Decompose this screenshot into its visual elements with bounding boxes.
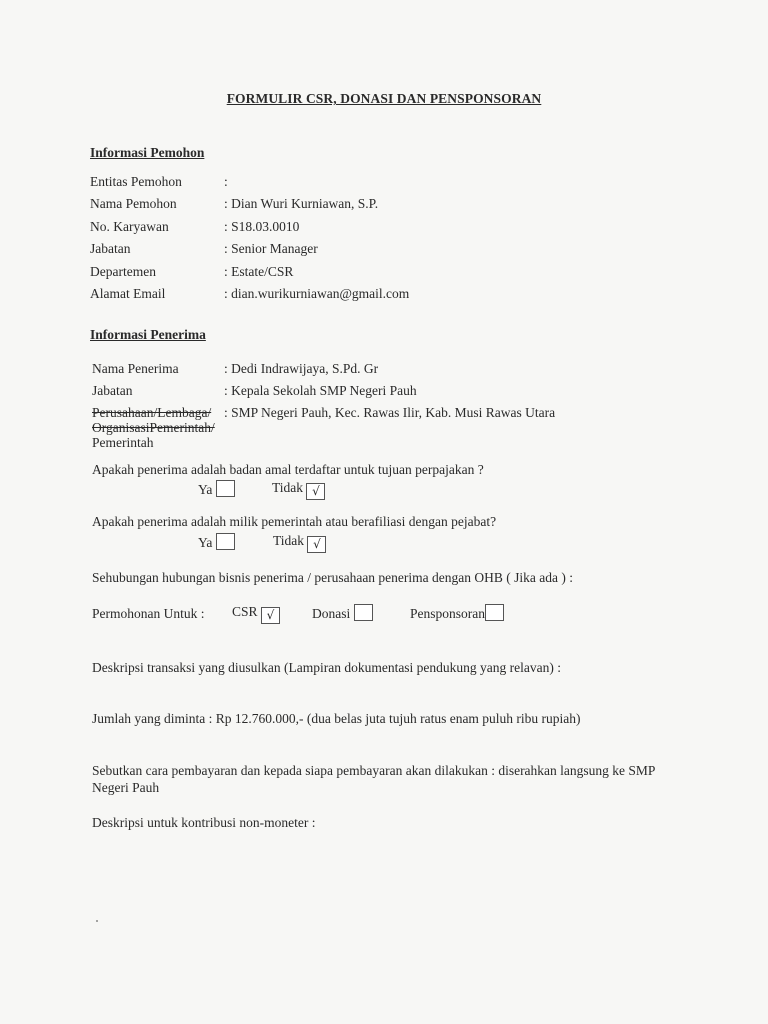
option-ya-label: Ya — [198, 535, 213, 550]
label-departemen: Departemen — [90, 264, 156, 279]
section-heading-pemohon: Informasi Pemohon — [90, 145, 205, 160]
section-heading-penerima: Informasi Penerima — [90, 327, 206, 342]
deskripsi-transaksi: Deskripsi transaksi yang diusulkan (Lampiran dokumentasi pendukung yang relavan) : — [92, 660, 562, 675]
checkbox-tidak-badan-amal[interactable]: √ — [306, 483, 325, 500]
checkbox-csr[interactable]: √ — [261, 607, 280, 624]
cara-pembayaran-line-1: Sebutkan cara pembayaran dan kepada siapa pembayaran akan dilakukan : diserahkan langsung ke SMP — [92, 763, 656, 778]
checkbox-ya-milik-pemerintah[interactable] — [216, 533, 235, 550]
question-milik-pemerintah: Apakah penerima adalah milik pemerintah atau berafiliasi dengan pejabat? — [92, 514, 497, 529]
cara-pembayaran-line-2: Negeri Pauh — [92, 780, 160, 795]
question-hubungan-bisnis: Sehubungan hubungan bisnis penerima / perusahaan penerima dengan OHB ( Jika ada ) : — [92, 570, 573, 585]
label-nama-pemohon: Nama Pemohon — [90, 196, 177, 211]
label-organisasi-struck-2: OrganisasiPemerintah/ — [92, 420, 215, 435]
value-organisasi: : SMP Negeri Pauh, Kec. Rawas Ilir, Kab. Musi Rawas Utara — [224, 405, 556, 420]
label-organisasi-pemerintah: Pemerintah — [92, 435, 154, 450]
checkbox-donasi[interactable] — [354, 604, 373, 621]
option-csr-label: CSR — [232, 604, 258, 619]
label-no-karyawan: No. Karyawan — [90, 219, 169, 234]
deskripsi-non-moneter: Deskripsi untuk kontribusi non-moneter : — [92, 815, 316, 830]
value-jabatan-penerima: : Kepala Sekolah SMP Negeri Pauh — [224, 383, 417, 398]
label-organisasi-struck-1: Perusahaan/Lembaga/ — [92, 405, 212, 420]
label-nama-penerima: Nama Penerima — [92, 361, 179, 376]
label-entitas-pemohon: Entitas Pemohon — [90, 174, 182, 189]
form-title: FORMULIR CSR, DONASI DAN PENSPONSORAN — [226, 91, 542, 106]
option-donasi-label: Donasi — [312, 606, 351, 621]
option-tidak-label: Tidak — [273, 533, 305, 548]
scan-speck — [96, 920, 98, 922]
label-alamat-email: Alamat Email — [90, 286, 166, 301]
option-tidak-badan-amal — [272, 480, 325, 500]
value-nama-penerima: : Dedi Indrawijaya, S.Pd. Gr — [224, 361, 379, 376]
checkbox-pensponsoran[interactable] — [485, 604, 504, 621]
jumlah-diminta: Jumlah yang diminta : Rp 12.760.000,- (dua belas juta tujuh ratus enam puluh ribu rupiah) — [92, 711, 581, 726]
value-alamat-email: : dian.wurikurniawan@gmail.com — [224, 286, 410, 301]
question-badan-amal: Apakah penerima adalah badan amal terdaftar untuk tujuan perpajakan ? — [92, 462, 484, 477]
value-no-karyawan: : S18.03.0010 — [224, 219, 300, 234]
option-tidak-label: Tidak — [272, 480, 304, 495]
option-ya-milik-pemerintah — [198, 533, 235, 551]
label-permohonan-untuk: Permohonan Untuk : — [92, 606, 205, 621]
option-tidak-milik-pemerintah — [273, 533, 326, 553]
value-nama-pemohon: : Dian Wuri Kurniawan, S.P. — [224, 196, 379, 211]
option-csr — [232, 604, 280, 624]
value-jabatan-pemohon: : Senior Manager — [224, 241, 318, 256]
value-departemen: : Estate/CSR — [224, 264, 294, 279]
option-pensponsoran — [410, 604, 504, 622]
option-donasi — [312, 604, 373, 622]
checkbox-ya-badan-amal[interactable] — [216, 480, 235, 497]
option-pensponsoran-label: Pensponsoran — [410, 606, 485, 621]
option-ya-label: Ya — [198, 482, 213, 497]
label-jabatan-penerima: Jabatan — [92, 383, 133, 398]
checkbox-tidak-milik-pemerintah[interactable]: √ — [307, 536, 326, 553]
option-ya-badan-amal — [198, 480, 235, 498]
label-jabatan-pemohon: Jabatan — [90, 241, 131, 256]
value-entitas-pemohon: : — [224, 174, 228, 189]
